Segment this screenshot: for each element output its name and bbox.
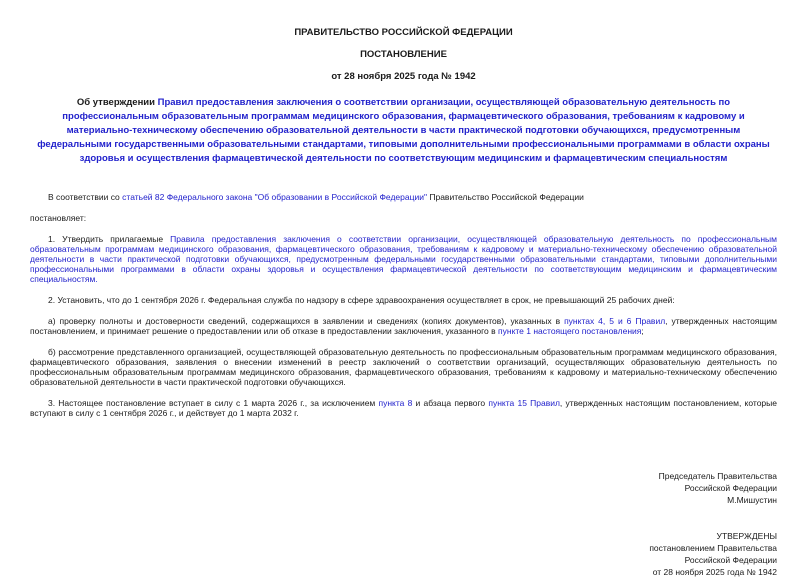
- text-segment: Об утверждении: [76, 97, 158, 108]
- text-segment: 1. Утвердить прилагаемые: [48, 234, 171, 244]
- doc-link[interactable]: Правила предоставления заключения о соответствии организации, осуществляющей образовательную деятельность по профессиональным образовательным программам медицинского образования, фармацевтического образования, требованиям к кадровому и материально-техническому обеспечению образовательной деятельности в части практической подготовки обучающихся, предусмотренным федеральными государственными образовательными стандартами, типовыми дополнительными профессиональными программами в области охраны здоровья и осуществления фармацевтической деятельности по соответствующим медицинским и фармацевтическим специальностям.: [30, 234, 777, 284]
- paragraph: [30, 398, 777, 418]
- text-segment: а) проверку полноты и достоверности сведений, содержащихся в заявлении и сведениях (копиях документов), указанных в: [48, 316, 565, 326]
- paragraph: [30, 295, 777, 305]
- text-segment: , утвержденных настоящим постановлением, и принимает решение о предоставлении или об отказе в предоставлении заключения, указанного в: [30, 316, 777, 336]
- text-segment: ;: [641, 326, 644, 336]
- text-segment: Правительство Российской Федерации: [427, 192, 584, 202]
- text-segment: , утвержденных настоящим постановлением, которые вступают в силу с 1 сентября 2026 г., и действует до 1 марта 2032 г.: [30, 398, 777, 418]
- paragraph: [30, 316, 777, 336]
- approval-line: УТВЕРЖДЕНЫ: [716, 531, 777, 541]
- text-segment: 2. Установить, что до 1 сентября 2026 г. Федеральная служба по надзору в сфере здравоохранения осуществляет в срок, не превышающий 25 рабочих дней:: [48, 295, 675, 305]
- paragraph: [30, 234, 777, 284]
- doc-link[interactable]: пункта 8: [378, 398, 413, 408]
- approval-line: от 28 ноября 2025 года № 1942: [652, 567, 777, 577]
- approval-line: Российской Федерации: [684, 555, 777, 565]
- paragraph: [30, 347, 777, 387]
- signature-line: Российской Федерации: [684, 483, 777, 493]
- doc-link[interactable]: пункта 15 Правил: [488, 398, 560, 408]
- doc-link[interactable]: пунктах 4, 5 и 6 Правил: [564, 316, 666, 326]
- document-header: [30, 28, 777, 82]
- text-segment: В соответствии со: [48, 192, 123, 202]
- header-doc-type: ПОСТАНОВЛЕНИЕ: [360, 49, 447, 60]
- doc-link[interactable]: пункте 1 настоящего постановления: [498, 326, 642, 336]
- document-title: [30, 96, 777, 166]
- header-date-number: от 28 ноября 2025 года № 1942: [331, 71, 476, 82]
- paragraph: [30, 192, 777, 202]
- text-segment: 3. Настоящее постановление вступает в силу с 1 марта 2026 г., за исключением: [48, 398, 379, 408]
- document-body: [30, 192, 777, 418]
- signature-line: М.Мишустин: [727, 495, 777, 505]
- doc-link[interactable]: статьей 82 Федерального закона "Об образовании в Российской Федерации": [122, 192, 427, 202]
- header-org: ПРАВИТЕЛЬСТВО РОССИЙСКОЙ ФЕДЕРАЦИИ: [294, 27, 513, 38]
- approval-line: постановлением Правительства: [649, 543, 777, 553]
- text-segment: постановляет:: [30, 213, 87, 223]
- signature-line: Председатель Правительства: [658, 471, 777, 481]
- approval-block: [30, 530, 777, 578]
- text-segment: и абзаца первого: [412, 398, 489, 408]
- paragraph: [30, 213, 777, 223]
- doc-link[interactable]: Правил предоставления заключения о соответствии организации, осуществляющей образовательную деятельность по профессиональным образовательным программам медицинского образования, фармацевтического образования, требованиям к кадровому и материально-техническому обеспечению образовательной деятельности в части практической подготовки обучающихся, предусмотренным федеральными государственными образовательными стандартами, типовыми дополнительными профессиональными программами в области охраны здоровья и осуществления фармацевтической деятельности по соответствующим медицинским и фармацевтическим специальностям: [37, 97, 770, 164]
- signature-block: [30, 470, 777, 506]
- text-segment: б) рассмотрение представленного организацией, осуществляющей образовательную деятельность по профессиональным образовательным программам медицинского образования, фармацевтического образования, заявления о внесении изменений в реестр заключений о соответствии организаций, осуществляющих образовательную деятельность по профессиональным образовательным программам медицинского образования, фармацевтического образования, требованиям к кадровому и материально-техническому обеспечению образовательной деятельности в части практической подготовки обучающихся.: [30, 347, 777, 387]
